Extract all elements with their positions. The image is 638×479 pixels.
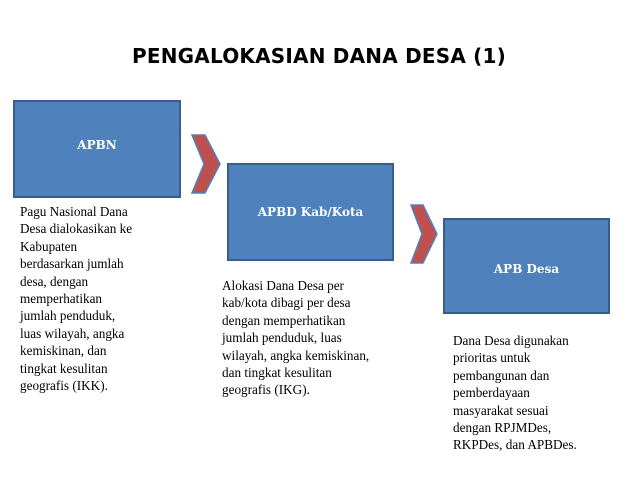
flow-arrow-icon bbox=[190, 134, 222, 194]
apbn-label: APBN bbox=[77, 138, 117, 152]
flow-arrow-icon bbox=[409, 204, 439, 264]
slide-title: PENGALOKASIAN DANA DESA (1) bbox=[132, 44, 506, 68]
apbn-description: Pagu Nasional Dana Desa dialokasikan ke Kabupaten berdasarkan jumlah desa, dengan memperhatikan jumlah penduduk, luas wilayah, angka kemiskinan, dan tingkat kesulitan geografis (IKK). bbox=[20, 204, 133, 394]
apbd-kabkota-label: APBD Kab/Kota bbox=[257, 205, 364, 219]
apbd-kabkota-box bbox=[227, 163, 394, 261]
apbn-box bbox=[13, 100, 181, 198]
apb-desa-label: APB Desa bbox=[493, 262, 560, 276]
apb-desa-description: Dana Desa digunakan prioritas untuk pembangunan dan pemberdayaan masyarakat sesuai dengan RPJMDes, RKPDes, dan APBDes. bbox=[453, 333, 577, 453]
apbd-kabkota-description: Alokasi Dana Desa per kab/kota dibagi per desa dengan memperhatikan jumlah penduduk, luas wilayah, angka kemiskinan, dan tingkat kesulitan geografis (IKG). bbox=[222, 278, 370, 398]
apb-desa-box bbox=[443, 218, 610, 314]
